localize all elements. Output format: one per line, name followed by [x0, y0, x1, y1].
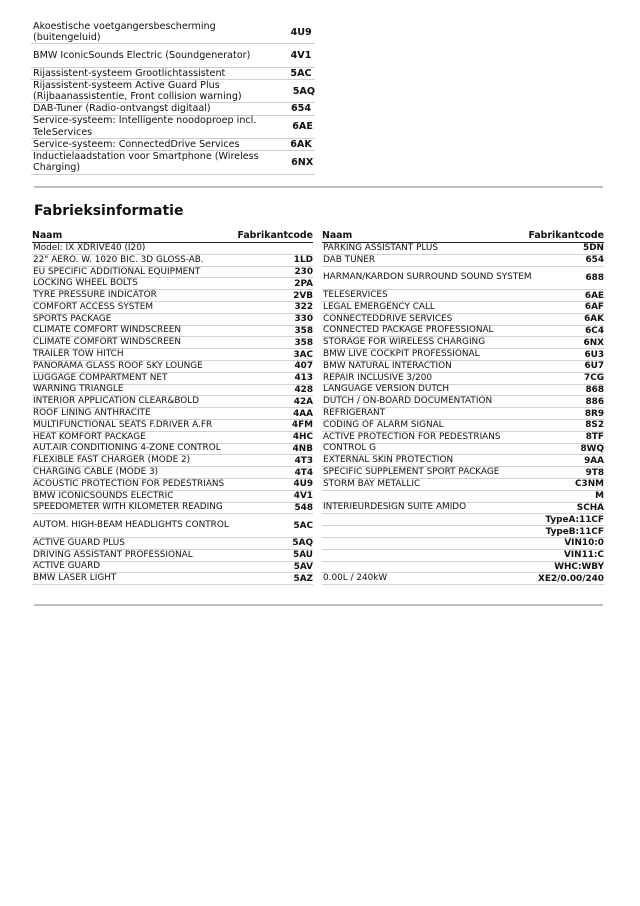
row-name: CHARGING CABLE (MODE 3) — [33, 467, 159, 478]
table-row — [322, 255, 604, 267]
row-code: 4HC — [292, 432, 313, 443]
row-name: Rijassistent-systeem Grootlichtassistent — [33, 67, 226, 79]
table-row — [322, 562, 604, 574]
row-code: 548 — [294, 502, 313, 513]
row-name: Service-systeem: ConnectedDrive Services — [33, 138, 240, 150]
row-code: 4AA — [293, 408, 313, 419]
table-row — [32, 550, 313, 562]
row-code: C3NM — [575, 479, 604, 490]
row-name: Akoestische voetgangersbescherming (buitengeluid) — [33, 20, 216, 44]
row-code: VIN11:C — [563, 550, 604, 561]
row-name: Model: IX XDRIVE40 (I20) — [33, 242, 146, 253]
table-row — [322, 573, 604, 585]
table-row — [32, 278, 313, 290]
table-row — [32, 396, 313, 408]
row-name: WARNING TRIANGLE — [33, 384, 124, 395]
table-row — [31, 139, 315, 151]
header-code: Fabrikantcode — [528, 230, 604, 241]
row-name: TELESERVICES — [323, 290, 388, 301]
row-name: INTERIOR APPLICATION CLEAR&BOLD — [33, 396, 200, 407]
row-code: 4FM — [291, 420, 313, 431]
row-code: 688 — [585, 272, 604, 283]
row-code: 322 — [294, 302, 313, 313]
row-code: 6U3 — [584, 349, 604, 360]
table-row — [32, 467, 313, 479]
table-row — [32, 432, 313, 444]
table-row — [322, 290, 604, 302]
table-row — [32, 361, 313, 373]
row-name: TRAILER TOW HITCH — [33, 349, 124, 360]
table-row — [322, 408, 604, 420]
row-code: 6AF — [584, 302, 604, 313]
row-code: 9T8 — [585, 467, 604, 478]
row-code: 407 — [294, 361, 313, 372]
row-name: COMFORT ACCESS SYSTEM — [33, 301, 154, 312]
table-row — [31, 68, 315, 80]
table-row — [32, 267, 313, 279]
table-row — [31, 103, 315, 115]
table-row — [32, 385, 313, 397]
row-name: ACTIVE GUARD PLUS — [33, 537, 125, 548]
row-name: CONTROL G — [323, 443, 377, 454]
row-code: 5AQ — [292, 538, 313, 549]
table-row — [32, 255, 313, 267]
row-name: HEAT KOMFORT PACKAGE — [33, 431, 146, 442]
row-name: LUGGAGE COMPARTMENT NET — [33, 372, 168, 383]
row-code: 6NX — [583, 337, 604, 348]
row-code: VIN10:0 — [564, 538, 604, 549]
row-name: PARKING ASSISTANT PLUS — [323, 242, 439, 253]
table-row — [322, 467, 604, 479]
row-name: DUTCH / ON-BOARD DOCUMENTATION — [323, 396, 493, 407]
row-code: 7CG — [584, 373, 604, 384]
table-row — [322, 396, 604, 408]
row-code: 330 — [294, 314, 313, 325]
row-name: TYRE PRESSURE INDICATOR — [33, 290, 157, 301]
row-code: 868 — [585, 384, 604, 395]
row-name: MULTIFUNCTIONAL SEATS F.DRIVER A.FR — [33, 419, 213, 430]
row-code: 6AK — [584, 314, 604, 325]
table-row — [32, 373, 313, 385]
row-code: 4T3 — [294, 455, 313, 466]
table-row — [322, 337, 604, 349]
table-row — [32, 302, 313, 314]
table-row — [32, 349, 313, 361]
row-name: AUT.AIR CONDITIONING 4-ZONE CONTROL — [33, 443, 221, 454]
table-row — [32, 337, 313, 349]
row-code: 8WQ — [580, 443, 604, 454]
row-name: 0.00L / 240kW — [323, 573, 388, 584]
table-row — [322, 243, 604, 255]
row-code: XE2/0.00/240 — [538, 573, 604, 584]
table-row — [322, 326, 604, 338]
table-row — [322, 385, 604, 397]
row-code: 654 — [290, 103, 312, 115]
row-code: 5AC — [293, 520, 313, 531]
row-name: ACTIVE GUARD — [33, 561, 101, 572]
row-name: EU SPECIFIC ADDITIONAL EQUIPMENT — [33, 266, 201, 277]
row-code: 6AK — [290, 139, 312, 151]
table-row — [31, 44, 315, 67]
row-name: ROOF LINING ANTHRACITE — [33, 408, 151, 419]
row-name: SPEEDOMETER WITH KILOMETER READING — [33, 502, 223, 513]
table-row — [322, 550, 604, 562]
row-name: BMW LIVE COCKPIT PROFESSIONAL — [323, 349, 480, 360]
row-code: 3AC — [293, 349, 313, 360]
row-name: Service-systeem: Intelligente noodoproep incl. TeleServices — [33, 115, 257, 138]
row-name: REFRIGERANT — [323, 408, 386, 419]
table-row — [322, 361, 604, 373]
table-row — [32, 514, 313, 538]
row-name: LOCKING WHEEL BOLTS — [33, 278, 138, 289]
row-name: Inductielaadstation voor Smartphone (Wireless Charging) — [33, 150, 259, 174]
table-row — [322, 432, 604, 444]
row-code: 2PA — [294, 278, 313, 289]
header-code: Fabrikantcode — [237, 230, 313, 241]
section-divider — [34, 604, 603, 606]
table-row — [31, 80, 315, 103]
row-code: 4T4 — [294, 467, 313, 478]
row-name: AUTOM. HIGH-BEAM HEADLIGHTS CONTROL — [33, 520, 229, 531]
row-code: 42A — [293, 396, 313, 407]
row-code: 8R9 — [584, 408, 604, 419]
row-code: 886 — [585, 396, 604, 407]
header-name: Naam — [322, 230, 353, 241]
row-code: 428 — [294, 384, 313, 395]
table-row — [322, 302, 604, 314]
row-code: 358 — [294, 325, 313, 336]
row-code: 413 — [294, 373, 313, 384]
table-row — [322, 538, 604, 550]
row-name: FLEXIBLE FAST CHARGER (MODE 2) — [33, 455, 191, 466]
row-name: BMW NATURAL INTERACTION — [323, 360, 452, 371]
table-row — [32, 420, 313, 432]
table-row — [322, 514, 604, 526]
row-code: 5AU — [293, 550, 313, 561]
row-code: 4V1 — [290, 50, 312, 62]
row-code: 4U9 — [293, 479, 313, 490]
table-row — [322, 455, 604, 467]
table-row — [32, 573, 313, 585]
table-row — [32, 538, 313, 550]
row-code: 6NX — [291, 156, 314, 168]
row-code: 5AV — [293, 561, 313, 572]
row-code: M — [595, 491, 604, 502]
row-code: 6C4 — [585, 325, 604, 336]
row-name: ACTIVE PROTECTION FOR PEDESTRIANS — [323, 431, 501, 442]
row-code: 4V1 — [293, 491, 313, 502]
row-name: BMW LASER LIGHT — [33, 573, 117, 584]
row-code: 4NB — [292, 443, 313, 454]
row-code: TypeA:11CF — [545, 514, 604, 525]
table-row — [32, 479, 313, 491]
table-row — [322, 349, 604, 361]
table-row — [322, 479, 604, 491]
table-row — [32, 290, 313, 302]
row-name: EXTERNAL SKIN PROTECTION — [323, 455, 454, 466]
row-name: LANGUAGE VERSION DUTCH — [323, 384, 450, 395]
table-row — [32, 455, 313, 467]
row-code: WHC:WBY — [554, 561, 604, 572]
row-code: 5AZ — [293, 573, 313, 584]
row-code: 5AQ — [292, 85, 315, 97]
row-code: 2VB — [293, 290, 313, 301]
table-row — [322, 420, 604, 432]
table-row — [32, 326, 313, 338]
column-header — [32, 230, 313, 243]
row-name: PANORAMA GLASS ROOF SKY LOUNGE — [33, 360, 203, 371]
row-code: SCHA — [576, 502, 604, 513]
table-row — [322, 491, 604, 503]
table-row — [322, 444, 604, 456]
row-code: 9AA — [584, 455, 604, 466]
table-row — [322, 503, 604, 515]
factory-info-right-column — [322, 230, 604, 585]
table-row — [32, 562, 313, 574]
row-name: LEGAL EMERGENCY CALL — [323, 301, 435, 312]
row-code: 6AE — [584, 290, 604, 301]
column-header — [322, 230, 604, 243]
table-row — [322, 314, 604, 326]
table-row — [31, 116, 315, 139]
row-code: 1LD — [293, 255, 313, 266]
factory-info-left-column — [32, 230, 313, 585]
row-code: 8S2 — [585, 420, 604, 431]
section-title: Fabrieksinformatie — [34, 203, 184, 219]
row-name: CONNECTED PACKAGE PROFESSIONAL — [323, 325, 494, 336]
table-row — [32, 444, 313, 456]
row-name: INTERIEURDESIGN SUITE AMIDO — [323, 502, 467, 513]
row-name: CONNECTEDDRIVE SERVICES — [323, 313, 453, 324]
row-name: SPORTS PACKAGE — [33, 313, 112, 324]
row-code: 654 — [585, 255, 604, 266]
row-code: 8TF — [585, 432, 604, 443]
row-name: DAB TUNER — [323, 254, 375, 265]
table-row — [32, 314, 313, 326]
table-row — [32, 243, 313, 255]
table-row — [31, 151, 315, 174]
header-name: Naam — [32, 230, 63, 241]
row-name: DAB-Tuner (Radio-ontvangst digitaal) — [33, 103, 211, 115]
table-row — [32, 491, 313, 503]
table-row — [32, 408, 313, 420]
row-code: TypeB:11CF — [545, 526, 604, 537]
row-name: STORAGE FOR WIRELESS CHARGING — [323, 337, 486, 348]
table-row — [322, 267, 604, 291]
table-row — [322, 373, 604, 385]
row-code: 5AC — [290, 67, 312, 79]
factory-info-left-rows — [32, 243, 313, 585]
row-name: STORM BAY METALLIC — [323, 478, 421, 489]
row-code: 230 — [294, 266, 313, 277]
row-name: 22" AERO. W. 1020 BIC. 3D GLOSS-AB. — [33, 254, 204, 265]
row-name: CLIMATE COMFORT WINDSCREEN — [33, 325, 182, 336]
row-name: BMW ICONICSOUNDS ELECTRIC — [33, 490, 174, 501]
row-code: 5DN — [583, 243, 604, 254]
options-table — [31, 21, 315, 175]
row-name: ACOUSTIC PROTECTION FOR PEDESTRIANS — [33, 478, 225, 489]
row-name: SPECIFIC SUPPLEMENT SPORT PACKAGE — [323, 467, 500, 478]
row-name: Rijassistent-systeem Active Guard Plus (Rijbaanassistentie, Front collision warning) — [33, 79, 242, 103]
table-row — [322, 526, 604, 538]
factory-info-right-rows — [322, 243, 604, 585]
row-code: 358 — [294, 337, 313, 348]
row-code: 6AE — [292, 121, 313, 133]
row-name: CLIMATE COMFORT WINDSCREEN — [33, 337, 182, 348]
row-code: 6U7 — [584, 361, 604, 372]
table-row — [32, 503, 313, 515]
row-name: BMW IconicSounds Electric (Soundgenerator) — [33, 49, 251, 61]
row-name: DRIVING ASSISTANT PROFESSIONAL — [33, 549, 193, 560]
row-code: 4U9 — [290, 26, 312, 38]
section-divider — [34, 186, 603, 188]
row-name: HARMAN/KARDON SURROUND SOUND SYSTEM — [323, 272, 532, 283]
table-row — [31, 21, 315, 44]
row-name: CODING OF ALARM SIGNAL — [323, 419, 444, 430]
row-name: REPAIR INCLUSIVE 3/200 — [323, 372, 433, 383]
